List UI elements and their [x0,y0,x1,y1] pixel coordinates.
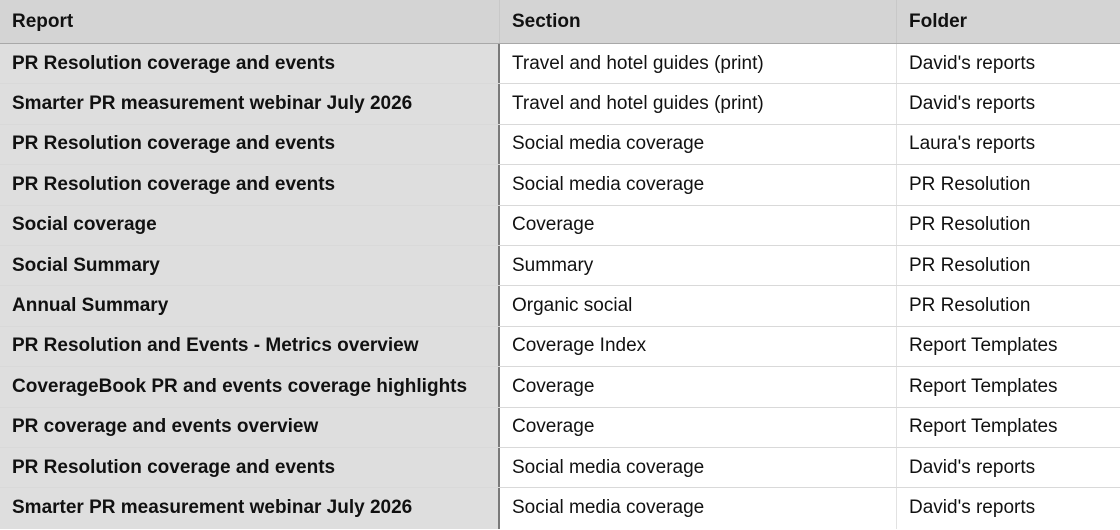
table-row[interactable] [0,206,1120,246]
folder-cell[interactable]: David's reports [897,84,1120,123]
table-row[interactable] [0,84,1120,124]
folder-cell[interactable]: David's reports [897,44,1120,83]
folder-cell[interactable]: PR Resolution [897,165,1120,204]
report-cell[interactable]: PR Resolution and Events - Metrics overview [0,327,500,366]
section-cell[interactable]: Coverage [500,367,897,406]
folder-cell[interactable]: PR Resolution [897,206,1120,245]
table-row[interactable] [0,286,1120,326]
table-row[interactable] [0,246,1120,286]
report-cell[interactable]: CoverageBook PR and events coverage highlights [0,367,500,406]
table-row[interactable] [0,165,1120,205]
table-row[interactable] [0,448,1120,488]
table-row[interactable] [0,327,1120,367]
section-cell[interactable]: Coverage [500,206,897,245]
folder-cell[interactable]: PR Resolution [897,246,1120,285]
report-cell[interactable]: Smarter PR measurement webinar July 2026 [0,488,500,528]
folder-cell[interactable]: PR Resolution [897,286,1120,325]
section-cell[interactable]: Organic social [500,286,897,325]
folder-cell[interactable]: David's reports [897,488,1120,528]
table-row[interactable] [0,44,1120,84]
section-cell[interactable]: Travel and hotel guides (print) [500,84,897,123]
table-row[interactable] [0,408,1120,448]
column-header-folder[interactable]: Folder [909,10,968,32]
folder-cell[interactable]: Report Templates [897,408,1120,447]
table-row[interactable] [0,125,1120,165]
report-cell[interactable]: PR Resolution coverage and events [0,448,500,487]
report-cell[interactable]: Social Summary [0,246,500,285]
table-row[interactable] [0,488,1120,528]
report-cell[interactable]: Annual Summary [0,286,500,325]
section-cell[interactable]: Coverage [500,408,897,447]
table-row[interactable] [0,367,1120,407]
column-header-section[interactable]: Section [500,0,897,43]
report-cell[interactable]: Social coverage [0,206,500,245]
folder-cell[interactable]: Report Templates [897,367,1120,406]
section-cell[interactable]: Social media coverage [500,165,897,204]
report-cell[interactable]: PR Resolution coverage and events [0,125,500,164]
report-cell[interactable]: PR coverage and events overview [0,408,500,447]
section-cell[interactable]: Social media coverage [500,488,897,528]
section-cell[interactable]: Social media coverage [500,448,897,487]
report-cell[interactable]: PR Resolution coverage and events [0,44,500,83]
section-cell[interactable]: Travel and hotel guides (print) [500,44,897,83]
column-header-report[interactable]: Report [0,0,500,43]
section-cell[interactable]: Summary [500,246,897,285]
report-cell[interactable]: PR Resolution coverage and events [0,165,500,204]
folder-cell[interactable]: Report Templates [897,327,1120,366]
folder-cell[interactable]: Laura's reports [897,125,1120,164]
section-cell[interactable]: Coverage Index [500,327,897,366]
section-cell[interactable]: Social media coverage [500,125,897,164]
folder-cell[interactable]: David's reports [897,448,1120,487]
report-cell[interactable]: Smarter PR measurement webinar July 2026 [0,84,500,123]
table-header [0,0,1120,44]
